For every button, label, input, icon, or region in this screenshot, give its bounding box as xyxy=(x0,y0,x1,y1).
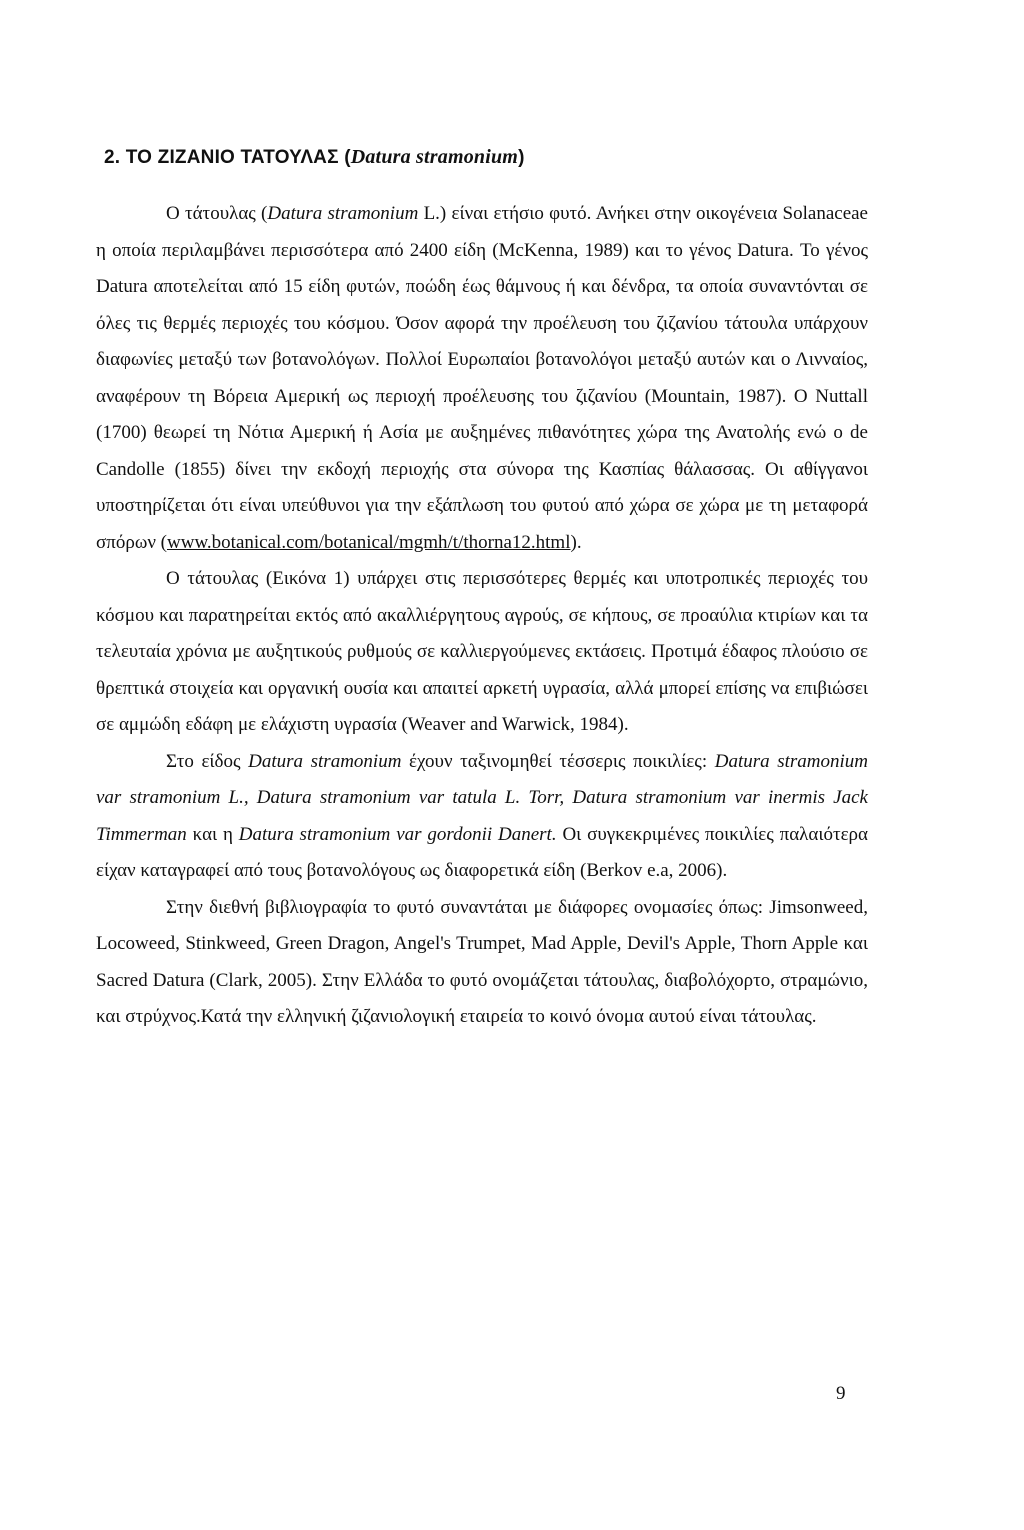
text-segment: έχουν ταξινομηθεί τέσσερις ποικιλίες: xyxy=(401,750,715,772)
paragraph-varieties xyxy=(96,744,868,890)
text-segment: Στο είδος xyxy=(166,750,249,772)
text-segment-italic: Datura stramonium var gordonii Danert. xyxy=(238,823,557,845)
text-segment: Οι συγκεκριμένες ποικιλίες παλαιότερα είχαν καταγραφεί από τους βοτανολόγους ως διαφορετικά είδη (Berkov e.a, 2006). xyxy=(96,823,868,881)
text-segment: Ο τάτουλας (Εικόνα 1) υπάρχει στις περισσότερες θερμές και υποτροπικές περιοχές του κόσμου και παρατηρείται εκτός από ακαλλιέργητους αγρούς, σε κήπους, σε προαύλια κτιρίων και τα τελευταία χρόνια με αυξητικούς ρυθμούς σε καλλιεργούμενες εκτάσεις. Προτιμά έδαφος πλούσιο σε θρεπτικά στοιχεία και οργανική ουσία και απαιτεί αρκετή υγρασία, αλλά μπορεί επίσης να επιβιώσει σε αμμώδη εδάφη με ελάχιστη υγρασία (Weaver and Warwick, 1984). xyxy=(96,568,868,735)
text-segment: L.) είναι ετήσιο φυτό. Ανήκει στην οικογένεια Solanaceae η οποία περιλαμβάνει περισσότερα από 2400 είδη (McKenna, 1989) και το γένος Datura. Το γένος Datura αποτελείται από 15 είδη φυτών, ποώδη έως θάμνους ή και δένδρα, τα οποία συναντόνται σε όλες τις θερμές περιοχές του κόσμου. Όσον αφορά την προέλευση του ζιζανίου τάτουλα υπάρχουν διαφωνίες μεταξύ των βοτανολόγων. Πολλοί Ευρωπαίοι βοτανολόγοι μεταξύ αυτών και ο Λινναίος, αναφέρουν τη Βόρεια Αμερική ως περιοχή προέλευσης του ζιζανίου (Mountain, 1987). Ο Nuttall (1700) θεωρεί τη Νότια Αμερική ή Ασία με αυξημένες πιθανότητες χώρα της Ανατολής ενώ ο de Candolle (1855) δίνει την εκδοχή περιοχής στα σύνορα της Κασπίας θάλασσας. Οι αθίγγανοι υποστηρίζεται ότι είναι υπεύθυνοι για την εξάπλωση του φυτού από χώρα σε χώρα με τη μεταφορά σπόρων ( xyxy=(96,203,868,553)
source-link[interactable]: www.botanical.com/botanical/mgmh/t/thorna12.html xyxy=(167,531,571,553)
page-number: 9 xyxy=(836,1383,846,1404)
paragraph-habitat xyxy=(96,561,868,744)
heading-suffix: ) xyxy=(518,147,525,168)
text-segment: Στην διεθνή βιβλιογραφία το φυτό συναντάται με διάφορες ονομασίες όπως: Jimsonweed, Locoweed, Stinkweed, Green Dragon, Angel's Trumpet, Mad Apple, Devil's Apple, Thorn Apple και Sacred Datura (Clark, 2005). Στην Ελλάδα το φυτό ονομάζεται τάτουλας, διαβολόχορτο, στραμώνιο, και στρύχνος.Κατά την ελληνική ζιζανιολογική εταιρεία το κοινό όνομα αυτού είναι τάτουλας. xyxy=(96,896,868,1027)
text-segment: και η xyxy=(186,823,239,845)
body-text xyxy=(96,196,868,1036)
heading-latin-name: Datura stramonium xyxy=(350,146,519,168)
text-segment: ). xyxy=(570,531,582,553)
paragraph-origin xyxy=(96,196,868,561)
text-segment-italic: Datura stramonium xyxy=(267,203,419,224)
text-segment-italic: Datura stramonium xyxy=(248,750,402,772)
section-heading xyxy=(104,146,525,169)
text-segment-italic: Datura stramonium var stramonium L., Datura stramonium var tatula L. Torr, Datura stramonium var inermis Jack Timmerman xyxy=(96,750,869,845)
paragraph-common-names xyxy=(96,890,868,1036)
text-segment: Ο τάτουλας ( xyxy=(166,203,268,224)
heading-prefix: 2. ΤΟ ΖΙΖΑΝΙΟ ΤΑΤΟΥΛΑΣ ( xyxy=(104,147,351,168)
